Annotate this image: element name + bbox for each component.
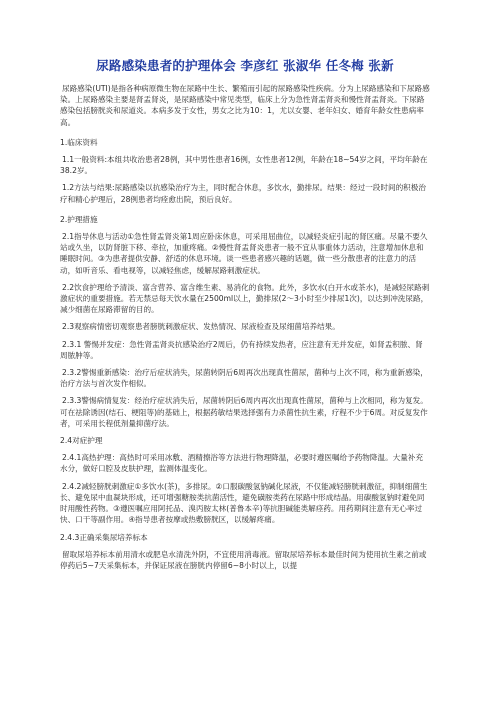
paragraph: 1.2方法与结果:尿路感染以抗感染治疗为主，同时配合休息，多饮水，勤排尿。结果：经过一段时间的积极治疗和精心护理后，28例患者均痊愈出院，预后良好。	[60, 183, 426, 204]
paragraph: 2.3观察病情密切观察患者膀胱刺激症状、发热情况、尿液检查及尿细菌培养结果。	[62, 322, 340, 332]
paragraph: 2.1指导休息与活动①急性肾盂肾炎第1周应卧床休息，可采用屈曲位，以减轻炎症引起的肾区痛。尽量不要久站或久坐，以防肾脏下移、牵拉，加重疼痛。②慢性肾盂肾炎患者一般不宜从事重体力活动，注意增加休息和睡眠时间。③为患者提供安静、舒适的休息环境。谈一些患者感兴趣的话题，做一些分散患者的注意力的活动，如听音乐、看电视等，以减轻焦虑，缓解尿路刺激症状。	[60, 232, 428, 275]
section-heading: 2.护理措施	[60, 214, 98, 224]
section-heading: 2.4对症护理	[60, 436, 103, 446]
document-body	[60, 83, 430, 571]
section-heading: 2.4.3正确采集尿培养标本	[60, 532, 148, 542]
paragraph: 2.4.2减轻膀胱刺激症①多饮水(茶)，多排尿。②口服碳酸氢钠碱化尿液，不仅能减轻膀胱刺激征，抑制细菌生长、避免尿中血凝块形成，还可增强糖胺类抗菌活性，避免磺胺类药在尿路中形成结晶。用碳酸氢钠时避免同时用酸性药物。③遵医嘱应用阿托品、溴丙胺太林(普鲁本辛)等抗胆碱能类解痉药。用药期间注意有无心率过快、口干等副作用。④指导患者按摩或热敷膀胱区，以缓解疼痛。	[60, 481, 428, 525]
paragraph: 留取尿培养标本前用清水或肥皂水清洗外阴，不宜使用消毒液。留取尿培养标本最佳时间为使用抗生素之前或停药后5~7天采集标本，并保证尿液在膀胱内停留6~8小时以上，以提	[60, 549, 427, 570]
paragraph: 2.3.3警惕病情复发：经治疗症状消失后，尿菌转阴后6周内再次出现真性菌尿，菌种与上次相同，称为复发。可在祛除诱因(结石、梗阻等)的基础上，根据药敏结果选择强有力杀菌性抗生素，疗程不少于6周。对反复发作者，可采用长程低剂量抑菌疗法。	[60, 396, 428, 428]
paragraph: 2.3.2警惕重新感染：治疗后症状消失，尿菌转阴后6周再次出现真性菌尿，菌种与上次不同，称为重新感染，治疗方法与首次发作相似。	[60, 368, 428, 389]
section-heading: 1.临床资料	[60, 137, 98, 147]
paragraph: 2.3.1 警惕并发症：急性肾盂肾炎抗感染治疗2周后，仍有持续发热者，应注意有无并发症，如肾盂积脓、肾周脓肿等。	[60, 339, 423, 360]
intro-paragraph: 尿路感染(UTI)是指各种病原微生物在尿路中生长、繁殖而引起的尿路感染性疾病。分为上尿路感染和下尿路感染。上尿路感染主要是肾盂肾炎，是尿路感染中常见类型，临床上分为急性肾盂肾炎和慢性肾盂肾炎。下尿路感染包括膀胱炎和尿道炎。本病多发于女性，男女之比为10：1，尤以女婴、老年妇女、婚育年龄女性患病率高。	[60, 84, 430, 127]
paragraph: 2.4.1高热护理：高热时可采用冰敷、酒精擦浴等方法进行物理降温，必要时遵医嘱给予药物降温。大量补充水分，做好口腔及皮肤护理，监测体温变化。	[60, 453, 424, 474]
paragraph: 2.2饮食护理给予清淡、富含营养、富含维生素、易消化的食物。此外，多饮水(白开水或茶水)，是减轻尿路刺激症状的重要措施。若无禁忌每天饮水量在2500ml以上，勤排尿(2～3小时至少排尿1次)，以达到冲洗尿路，减少细菌在尿路滞留的目的。	[60, 282, 430, 315]
document-title: 尿路感染患者的护理体会 李彦红 张淑华 任冬梅 张新	[96, 58, 394, 73]
paragraph: 1.1一般资料:本组共收治患者28例，其中男性患者16例，女性患者12例，年龄在18~54岁之间，平均年龄在38.2岁。	[60, 155, 428, 176]
